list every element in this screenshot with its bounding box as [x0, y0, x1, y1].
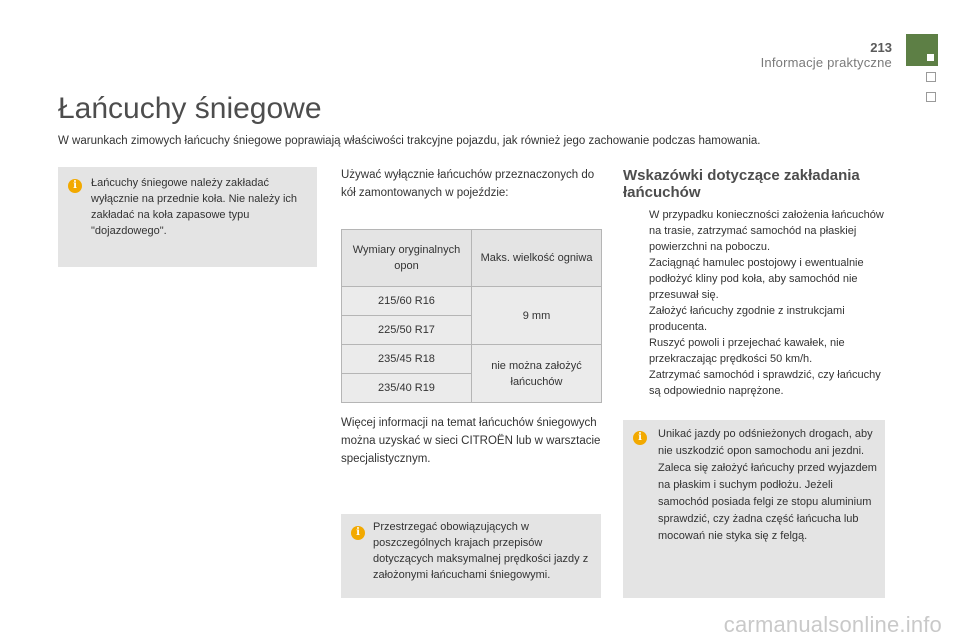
tips-title: Wskazówki dotyczące zakładania łańcuchów [623, 167, 860, 201]
tab-square-icon [927, 54, 934, 61]
page-number: 213 [870, 40, 892, 55]
table-header-tyre: Wymiary oryginalnych opon [342, 230, 472, 287]
note-avoid-cleared-roads [623, 420, 885, 598]
table-cell-tyre: 235/40 R19 [342, 374, 472, 403]
table-cell-size: 9 mm [472, 287, 602, 345]
info-icon: i [68, 179, 82, 193]
more-info-text: Więcej informacji na temat łańcuchów śniegowych można uzyskać w sieci CITROËN lub w warsztacie specjalistycznym. [341, 417, 601, 465]
note-front-wheels [58, 167, 317, 267]
list-item: Zatrzymać samochód i sprawdzić, czy łańcuchy są odpowiednio naprężone. [649, 369, 881, 397]
info-icon: i [633, 431, 647, 445]
watermark: carmanualsonline.info [723, 612, 942, 637]
list-item: W przypadku konieczności założenia łańcuchów na trasie, zatrzymać samochód na płaskiej powierzchni na poboczu. [649, 209, 884, 253]
intro-text: W warunkach zimowych łańcuchy śniegowe poprawiają właściwości trakcyjne pojazdu, jak również jego zachowanie podczas hamowania. [58, 135, 761, 147]
list-item: Ruszyć powoli i przejechać kawałek, nie przekraczając prędkości 50 km/h. [649, 337, 845, 365]
table-cell-size: nie można założyć łańcuchów [472, 345, 602, 403]
list-item: Założyć łańcuchy zgodnie z instrukcjami producenta. [649, 305, 845, 333]
note-avoid-text: Unikać jazdy po odśnieżonych drogach, aby nie uszkodzić opon samochodu ani jezdni. Zaleca się założyć łańcuchy przed wyjazdem na płaskim i suchym podłożu. Jeżeli samochód posiada felgi ze stopu aluminium sprawdzić, czy żadna część łańcucha lub mocowań nie styka się z felgą. [658, 428, 877, 542]
section-label: Informacje praktyczne [760, 55, 892, 70]
use-only-text: Używać wyłącznie łańcuchów przeznaczonych do kół zamontowanych w pojeździe: [341, 169, 595, 199]
note-front-wheels-text: Łańcuchy śniegowe należy zakładać wyłącznie na przednie koła. Nie należy ich zakładać na koła zapasowe typu "dojazdowego". [91, 177, 298, 237]
info-icon: i [351, 526, 365, 540]
section-tab-outline-1 [926, 72, 936, 82]
table-cell-tyre: 225/50 R17 [342, 316, 472, 345]
table-header-link-size: Maks. wielkość ogniwa [472, 230, 602, 287]
list-item: Zaciągnąć hamulec postojowy i ewentualnie podłożyć kliny pod koła, aby samochód nie przesuwał się. [649, 257, 864, 301]
table-cell-tyre: 215/60 R16 [342, 287, 472, 316]
page-title: Łańcuchy śniegowe [58, 92, 322, 125]
note-regulations [341, 514, 601, 598]
snow-chain-table [341, 229, 602, 403]
table-cell-tyre: 235/45 R18 [342, 345, 472, 374]
section-tab-active [906, 34, 938, 66]
note-regulations-text: Przestrzegać obowiązujących w poszczególnych krajach przepisów dotyczących maksymalnej prędkości jazdy z założonymi łańcuchami śniegowymi. [373, 521, 589, 581]
tips-list [623, 207, 888, 399]
section-tab-outline-2 [926, 92, 936, 102]
